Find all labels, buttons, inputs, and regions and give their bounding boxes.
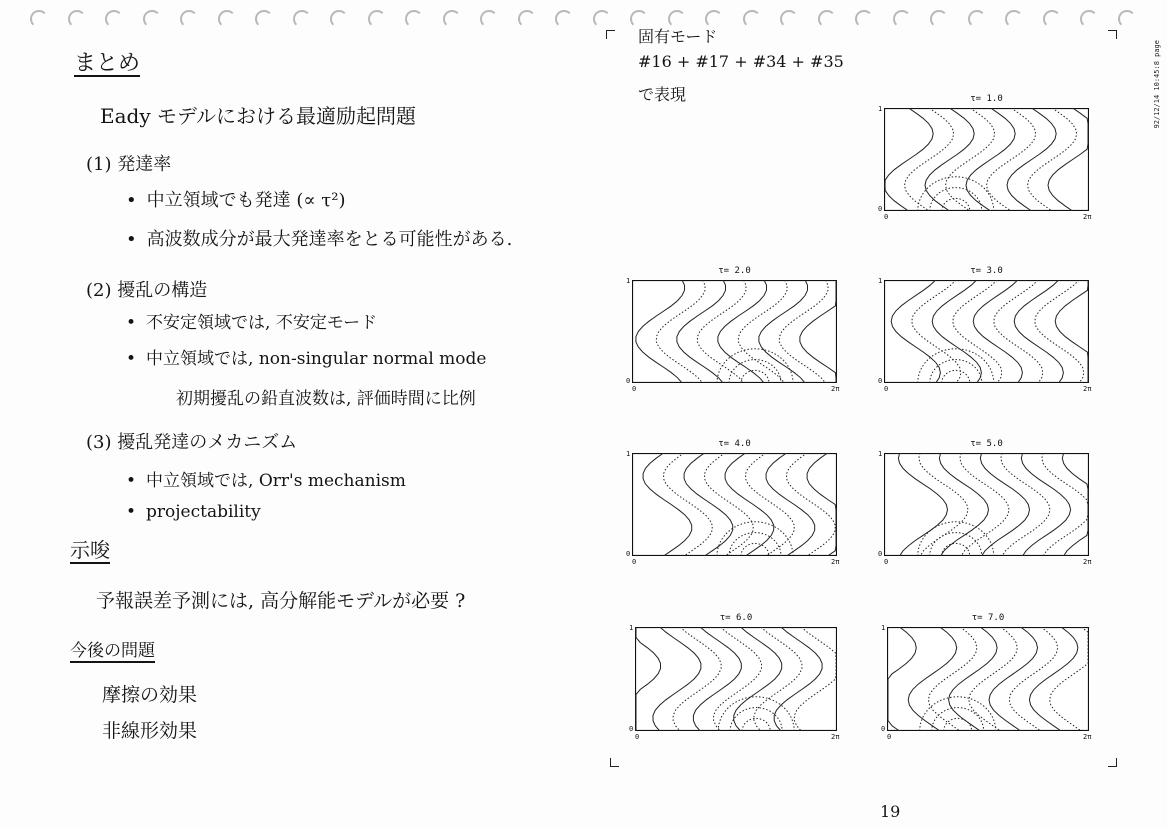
plot-title: τ= 7.0 <box>971 613 1005 623</box>
future-problems-heading: 今後の問題 <box>70 641 155 661</box>
plot-frame <box>633 454 837 556</box>
x-axis-left-label: 0 <box>632 385 637 393</box>
plot-title: τ= 3.0 <box>970 266 1003 276</box>
x-axis-left-label: 0 <box>884 213 889 221</box>
binder-hole <box>1005 10 1023 28</box>
plot-title: τ= 2.0 <box>718 266 751 276</box>
section-2-bullet-1: • 不安定領域では, 不安定モード <box>126 308 377 333</box>
y-axis-top-label: 1 <box>629 624 634 632</box>
x-axis-right-label: 2π <box>1083 213 1092 221</box>
y-axis-bottom-label: 0 <box>878 205 883 213</box>
contour-field <box>887 627 1089 731</box>
eigenmode-note-line-2: #16 + #17 + #34 + #35 <box>638 52 844 71</box>
binder-hole <box>555 10 573 28</box>
section-3-bullet-1: • 中立領域では, Orr's mechanism <box>126 466 406 491</box>
y-axis-top-label: 1 <box>878 277 883 285</box>
contour-field <box>632 280 837 383</box>
binder-hole <box>443 10 461 28</box>
binder-hole <box>480 10 498 28</box>
contour-field <box>884 108 1089 211</box>
crop-mark-bottom-right <box>1108 758 1117 767</box>
x-axis-right-label: 2π <box>1083 558 1092 566</box>
section-2-heading: (2) 擾乱の構造 <box>86 280 208 301</box>
contour-plot <box>878 266 1092 393</box>
y-axis-top-label: 1 <box>881 624 886 632</box>
contour-plot <box>626 439 840 566</box>
y-axis-top-label: 1 <box>626 277 631 285</box>
binder-hole <box>405 10 423 28</box>
binder-hole <box>293 10 311 28</box>
x-axis-left-label: 0 <box>884 558 889 566</box>
binder-holes <box>30 6 1140 30</box>
section-1-bullet-1: • 中立領域でも発達 (∝ τ²) <box>126 186 345 212</box>
y-axis-bottom-label: 0 <box>878 550 883 558</box>
binder-hole <box>818 10 836 28</box>
crop-mark-bottom-left <box>610 758 619 767</box>
binder-hole <box>930 10 948 28</box>
x-axis-right-label: 2π <box>831 558 840 566</box>
section-3-bullet-2: • projectability <box>126 502 261 522</box>
contour-plot <box>626 266 840 393</box>
binder-hole <box>330 10 348 28</box>
plot-title: τ= 6.0 <box>719 613 753 623</box>
problem-title: Eady モデルにおける最適励起問題 <box>100 104 416 128</box>
plot-title: τ= 4.0 <box>718 439 751 449</box>
future-item-friction: 摩擦の効果 <box>102 684 198 706</box>
contour-field <box>635 627 837 731</box>
x-axis-right-label: 2π <box>1083 385 1092 393</box>
eigenmode-note-line-1: 固有モード <box>638 27 718 46</box>
x-axis-left-label: 0 <box>887 733 892 741</box>
section-2-bullet-2-continuation: 初期擾乱の鉛直波数は, 評価時間に比例 <box>176 389 476 409</box>
y-axis-top-label: 1 <box>878 450 883 458</box>
binder-hole <box>218 10 236 28</box>
x-axis-right-label: 2π <box>1083 733 1092 741</box>
x-axis-right-label: 2π <box>831 385 840 393</box>
y-axis-top-label: 1 <box>878 105 883 113</box>
plot-title: τ= 5.0 <box>970 439 1003 449</box>
contour-plot <box>878 439 1092 566</box>
contour-field <box>884 453 1089 556</box>
binder-hole <box>68 10 86 28</box>
binder-hole <box>743 10 761 28</box>
summary-heading: まとめ <box>74 51 141 76</box>
binder-hole <box>968 10 986 28</box>
binder-hole <box>368 10 386 28</box>
suggestion-heading: 示唆 <box>70 538 110 562</box>
plot-title: τ= 1.0 <box>970 94 1003 104</box>
x-axis-left-label: 0 <box>632 558 637 566</box>
crop-mark-top-left <box>606 30 615 39</box>
binder-hole <box>593 10 611 28</box>
binder-hole <box>855 10 873 28</box>
binder-hole <box>180 10 198 28</box>
print-stamp: 92/12/14 10:45:8 page <box>1153 40 1161 129</box>
binder-hole <box>1118 10 1136 28</box>
contour-field <box>632 453 837 556</box>
binder-hole <box>30 10 48 28</box>
section-3-heading: (3) 擾乱発達のメカニズム <box>86 432 298 453</box>
page-number: 19 <box>880 802 901 821</box>
contour-plot <box>881 613 1092 741</box>
contour-plot <box>629 613 840 741</box>
plot-frame <box>636 628 837 731</box>
contour-plot <box>878 94 1092 221</box>
y-axis-bottom-label: 0 <box>629 725 634 733</box>
binder-hole <box>1080 10 1098 28</box>
y-axis-bottom-label: 0 <box>878 377 883 385</box>
crop-mark-top-right <box>1108 30 1117 39</box>
y-axis-bottom-label: 0 <box>881 725 886 733</box>
x-axis-left-label: 0 <box>635 733 640 741</box>
binder-hole <box>105 10 123 28</box>
plot-frame <box>885 109 1089 211</box>
future-item-nonlinear: 非線形効果 <box>102 720 198 742</box>
binder-hole <box>893 10 911 28</box>
y-axis-top-label: 1 <box>626 450 631 458</box>
binder-hole <box>1043 10 1061 28</box>
x-axis-left-label: 0 <box>884 385 889 393</box>
y-axis-bottom-label: 0 <box>626 377 631 385</box>
binder-hole <box>143 10 161 28</box>
contour-field <box>884 280 1089 383</box>
binder-hole <box>518 10 536 28</box>
section-1-bullet-2: • 高波数成分が最大発達率をとる可能性がある. <box>126 225 512 251</box>
section-1-heading: (1) 発達率 <box>86 154 172 175</box>
binder-hole <box>780 10 798 28</box>
eigenmode-note-line-3: で表現 <box>638 85 687 104</box>
binder-hole <box>255 10 273 28</box>
x-axis-right-label: 2π <box>831 733 840 741</box>
y-axis-bottom-label: 0 <box>626 550 631 558</box>
suggestion-text: 予報誤差予測には, 高分解能モデルが必要 ? <box>96 590 466 612</box>
section-2-bullet-2: • 中立領域では, non-singular normal mode <box>126 344 486 369</box>
